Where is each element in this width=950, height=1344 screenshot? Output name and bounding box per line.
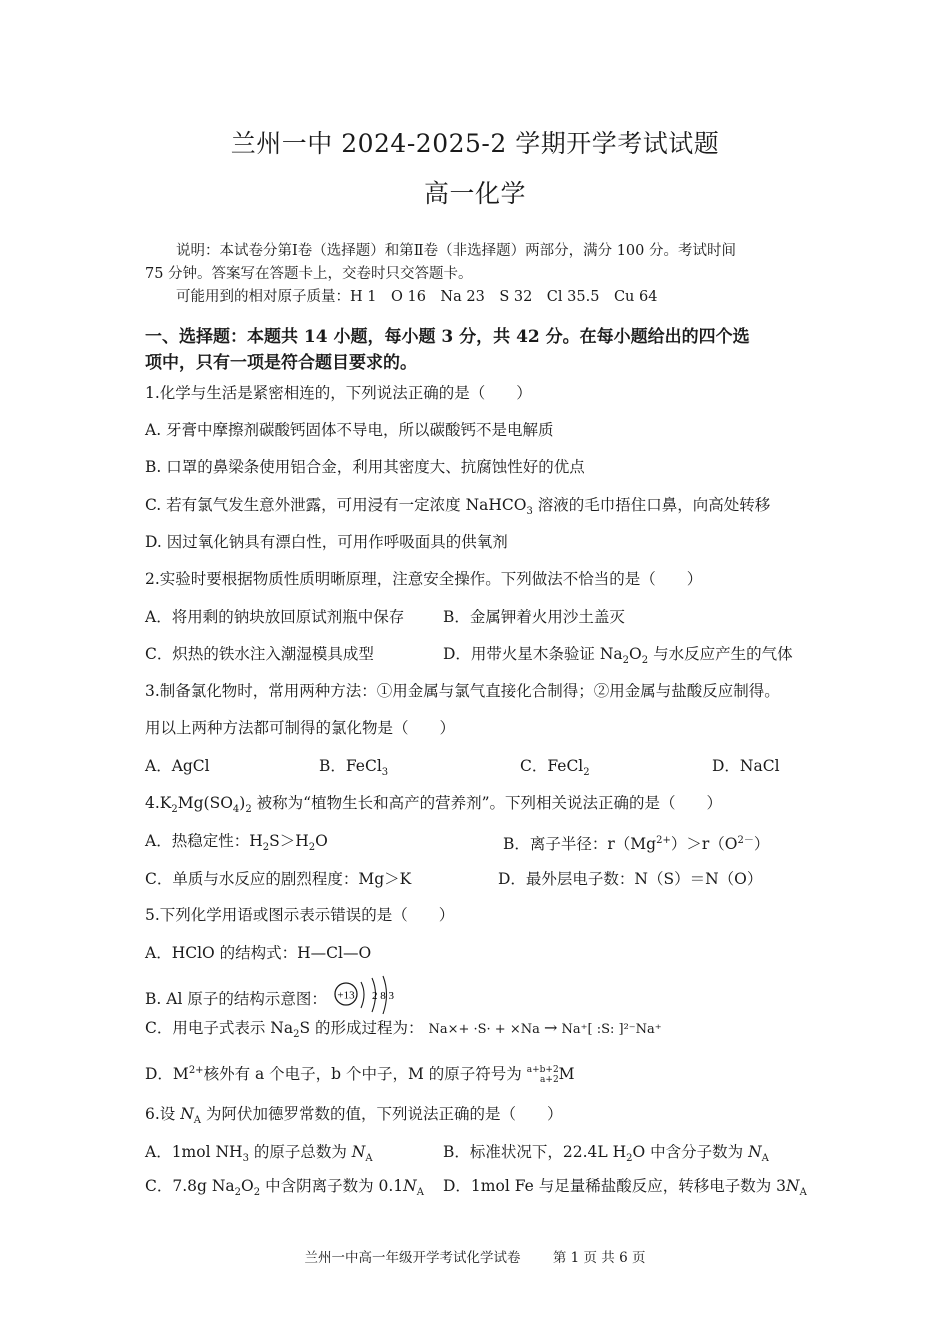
atomic-masses-label: 可能用到的相对原子质量： <box>176 289 350 305</box>
atomic-masses <box>176 286 657 308</box>
footer-page-number: 第 1 页 共 6 页 <box>552 1250 646 1266</box>
q4-option-d: D．最外层电子数：N（S）＝N（O） <box>498 870 763 888</box>
na2s-electron-formation: Na×+ ·S· + ×Na → Na⁺[ :S: ]²⁻Na⁺ <box>428 1018 662 1037</box>
atomic-masses-values: H 1 O 16 Na 23 S 32 Cl 35.5 Cu 64 <box>350 289 658 305</box>
q6-option-a: A．1mol $NH_3$ 的原子总数为 $N_A$ <box>145 1143 373 1165</box>
q5-option-d: D．$M^{2+}$核外有 a 个电子，b 个中子，M 的原子符号为 a+b+2 a+2 M <box>145 1065 575 1086</box>
al-atom-diagram <box>332 980 402 1020</box>
q2-stem: 2.实验时要根据物质性质明晰原理，注意安全操作。下列做法不恰当的是（ ） <box>145 570 703 588</box>
q3-stem-line-2: 用以上两种方法都可制得的氯化物是（ ） <box>145 719 456 737</box>
q3-option-c: C．FeCl$_2$ <box>520 757 590 779</box>
q3-option-d: D．NaCl <box>712 757 780 775</box>
exam-subtitle: 高一化学 <box>423 179 526 208</box>
q2-option-a: A．将用剩的钠块放回原试剂瓶中保存 <box>145 608 405 626</box>
q4-option-b: B．离子半径：$r(Mg^{2+})>r(O^{2-})$ <box>503 835 770 854</box>
al-shell-electrons: 2 8 3 <box>371 990 394 1002</box>
q3-option-a: A．AgCl <box>145 757 210 775</box>
q5-stem: 5.下列化学用语或图示表示错误的是（ ） <box>145 906 455 924</box>
q1-stem: 1.化学与生活是紧密相连的，下列说法正确的是（ ） <box>145 384 532 402</box>
q1-option-a: A. 牙膏中摩擦剂碳酸钙固体不导电，所以碳酸钙不是电解质 <box>145 421 554 439</box>
q4-option-a: A．热稳定性：$H_2S>H_2O$ <box>145 832 328 854</box>
q5-option-c: C．用电子式表示 $Na_2S$ 的形成过程为： Na×+ ·S· + ×Na → Na⁺[ :S: ]²⁻Na⁺ <box>145 1018 662 1041</box>
q6-option-c: C．7.8g $Na_2O_2$ 中含阴离子数为 $0.1N_A$ <box>145 1177 424 1199</box>
q2-option-b: B．金属钾着火用沙土盖灭 <box>443 608 625 626</box>
q2-option-d: D．用带火星木条验证 $Na_2O_2$ 与水反应产生的气体 <box>443 645 793 667</box>
q3-stem-line-1: 3.制备氯化物时，常用两种方法：①用金属与氯气直接化合制得；②用金属与盐酸反应制得。 <box>145 682 780 700</box>
q5-option-a: A．HClO 的结构式：H—Cl—O <box>145 944 372 962</box>
q6-stem: 6.设 $N_A$ 为阿伏加德罗常数的值，下列说法正确的是（ ） <box>145 1105 563 1127</box>
q4-stem: $4.K_2Mg(SO_4)_2$ 被称为“植物生长和高产的营养剂”。下列相关说法正确的是（ ） <box>145 794 723 816</box>
q6-option-d: D．1mol Fe 与足量稀盐酸反应，转移电子数为 $3N_A$ <box>443 1177 807 1199</box>
q1-option-b: B. 口罩的鼻梁条使用铝合金，利用其密度大、抗腐蚀性好的优点 <box>145 458 585 476</box>
q1-option-c: C. 若有氯气发生意外泄露，可用浸有一定浓度 NaHCO$_3$ 溶液的毛巾捂住口鼻，向高处转移 <box>145 496 771 518</box>
q2-option-c: C．炽热的铁水注入潮湿模具成型 <box>145 645 374 663</box>
exam-title: 兰州一中 2024-2025-2 学期开学考试试题 <box>230 129 720 158</box>
q4-option-c: C．单质与水反应的剧烈程度：Mg＞K <box>145 870 412 888</box>
q6-option-b: B．标准状况下，22.4L $H_2O$ 中含分子数为 $N_A$ <box>443 1143 769 1165</box>
section-heading-line-1: 一、选择题：本题共 14 小题，每小题 3 分，共 42 分。在每小题给出的四个选 <box>145 327 750 347</box>
q3-option-b: B．FeCl$_3$ <box>319 757 389 779</box>
intro-line-1: 说明：本试卷分第Ⅰ卷（选择题）和第Ⅱ卷（非选择题）两部分，满分 100 分。考试时间 <box>176 243 736 259</box>
al-nucleus-label: +13 <box>337 989 355 1002</box>
footer-exam-name: 兰州一中高一年级开学考试化学试卷 <box>304 1250 521 1266</box>
q1-option-d: D. 因过氧化钠具有漂白性，可用作呼吸面具的供氧剂 <box>145 533 508 551</box>
page-footer <box>0 1246 950 1266</box>
section-heading-line-2: 项中，只有一项是符合题目要求的。 <box>145 353 417 373</box>
q5-option-b: B. Al 原子的结构示意图： +13 2 8 3 <box>145 980 402 1020</box>
intro-line-2: 75 分钟。答案写在答题卡上，交卷时只交答题卡。 <box>145 266 473 282</box>
